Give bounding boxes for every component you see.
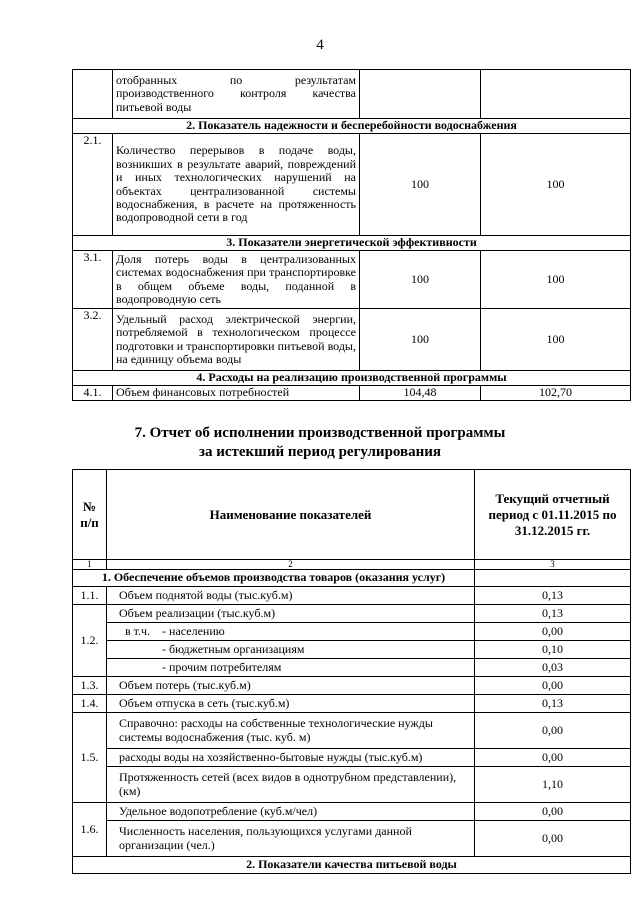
row-number: 1.2. xyxy=(73,605,107,677)
value-cell: 0,13 xyxy=(475,695,631,713)
section-row xyxy=(73,119,631,134)
value-cell: 104,48 xyxy=(360,386,481,401)
value-cell: 1,10 xyxy=(475,767,631,803)
value-cell: 0,13 xyxy=(475,587,631,605)
row-number xyxy=(73,70,113,119)
section-title: 2. Показатели качества питьевой воды xyxy=(73,857,631,874)
indicators-table xyxy=(72,69,631,401)
indicator-name: Удельный расход электрической энергии, потребляемой в технологическом процессе подготовки и транспортировки питьевой воды, на единицу объема воды xyxy=(113,309,360,371)
table-row xyxy=(73,695,631,713)
heading-line-2: за истекший период регулирования xyxy=(198,444,442,460)
value-cell: 0,00 xyxy=(475,803,631,821)
value-cell: 0,00 xyxy=(475,623,631,641)
column-index: 1 xyxy=(73,560,107,570)
indicator-name: Количество перерывов в подаче воды, возникших в результате аварий, повреждений и иных технологических нарушений на объектах централизованной системы водоснабжения, в расчете на протяженность водопроводной сети в год xyxy=(113,134,360,236)
row-number: 3.2. xyxy=(73,309,113,371)
table-row xyxy=(73,713,631,749)
value-cell: 0,10 xyxy=(475,641,631,659)
table-row xyxy=(73,251,631,309)
table-row xyxy=(73,623,631,641)
indicator-name: - прочим потребителям xyxy=(107,659,475,677)
table-row xyxy=(73,659,631,677)
table-row xyxy=(73,134,631,236)
section-title: 1. Обеспечение объемов производства товаров (оказания услуг) xyxy=(73,570,475,587)
section-row xyxy=(73,570,631,587)
row-number: 1.5. xyxy=(73,713,107,803)
indicator-name: Удельное водопотребление (куб.м/чел) xyxy=(107,803,475,821)
table-row xyxy=(73,677,631,695)
column-header-number: № п/п xyxy=(73,470,107,560)
header-row xyxy=(73,470,631,560)
section-row xyxy=(73,857,631,874)
table-row xyxy=(73,749,631,767)
indicator-name: - бюджетным организациям xyxy=(107,641,475,659)
row-number: 1.4. xyxy=(73,695,107,713)
column-index: 2 xyxy=(107,560,475,570)
indicator-name: Численность населения, пользующихся услугами данной организации (чел.) xyxy=(107,821,475,857)
indicator-name: Объем потерь (тыс.куб.м) xyxy=(107,677,475,695)
table-row xyxy=(73,605,631,623)
page-number: 4 xyxy=(316,37,324,53)
row-number: 3.1. xyxy=(73,251,113,309)
table-row xyxy=(73,821,631,857)
indicator-name: отобранных по результатам производственного контроля качества питьевой воды xyxy=(113,70,360,119)
section-title: 2. Показатель надежности и бесперебойности водоснабжения xyxy=(73,119,631,134)
indicator-name: Объем реализации (тыс.куб.м) xyxy=(107,605,475,623)
indicator-name: Объем поднятой воды (тыс.куб.м) xyxy=(107,587,475,605)
table-row xyxy=(73,386,631,401)
section-title: 3. Показатели энергетической эффективности xyxy=(73,236,631,251)
heading-line-1: 7. Отчет об исполнении производственной программы xyxy=(134,425,506,441)
indicator-name: Объем финансовых потребностей xyxy=(113,386,360,401)
row-number: 1.1. xyxy=(73,587,107,605)
column-header-name: Наименование показателей xyxy=(107,470,475,560)
indicator-name: Доля потерь воды в централизованных системах водоснабжения при транспортировке в общем объеме воды, поданной в водопроводную сеть xyxy=(113,251,360,309)
section-heading xyxy=(0,424,640,462)
table-row xyxy=(73,767,631,803)
section-row xyxy=(73,371,631,386)
value-cell: 100 xyxy=(481,309,631,371)
value-cell: 0,03 xyxy=(475,659,631,677)
indicator-name: расходы воды на хозяйственно-бытовые нужды (тыс.куб.м) xyxy=(107,749,475,767)
value-cell: 0,13 xyxy=(475,605,631,623)
value-cell: 0,00 xyxy=(475,749,631,767)
column-index-row xyxy=(73,560,631,570)
section-title: 4. Расходы на реализацию производственной программы xyxy=(73,371,631,386)
table-row xyxy=(73,587,631,605)
table-row xyxy=(73,70,631,119)
value-cell: 0,00 xyxy=(475,713,631,749)
row-number: 2.1. xyxy=(73,134,113,236)
value-cell: 100 xyxy=(481,134,631,236)
row-number: 4.1. xyxy=(73,386,113,401)
value-cell: 100 xyxy=(360,251,481,309)
table-row xyxy=(73,803,631,821)
indicator-name: Справочно: расходы на собственные технологические нужды системы водоснабжения (тыс. куб. м) xyxy=(107,713,475,749)
value-cell: 100 xyxy=(360,309,481,371)
column-index: 3 xyxy=(475,560,631,570)
table-row xyxy=(73,641,631,659)
section-row xyxy=(73,236,631,251)
indicator-name: Протяженность сетей (всех видов в однотрубном представлении), (км) xyxy=(107,767,475,803)
value-cell: 0,00 xyxy=(475,677,631,695)
value-cell: 102,70 xyxy=(481,386,631,401)
indicator-name: Объем отпуска в сеть (тыс.куб.м) xyxy=(107,695,475,713)
value-cell: 100 xyxy=(360,134,481,236)
value-cell: 100 xyxy=(481,251,631,309)
table-row xyxy=(73,309,631,371)
row-number: 1.6. xyxy=(73,803,107,857)
indicator-name: в т.ч. - населению xyxy=(107,623,475,641)
value-cell: 0,00 xyxy=(475,821,631,857)
row-number: 1.3. xyxy=(73,677,107,695)
report-table xyxy=(72,469,631,874)
column-header-period: Текущий отчетный период с 01.11.2015 по 31.12.2015 гг. xyxy=(475,470,631,560)
